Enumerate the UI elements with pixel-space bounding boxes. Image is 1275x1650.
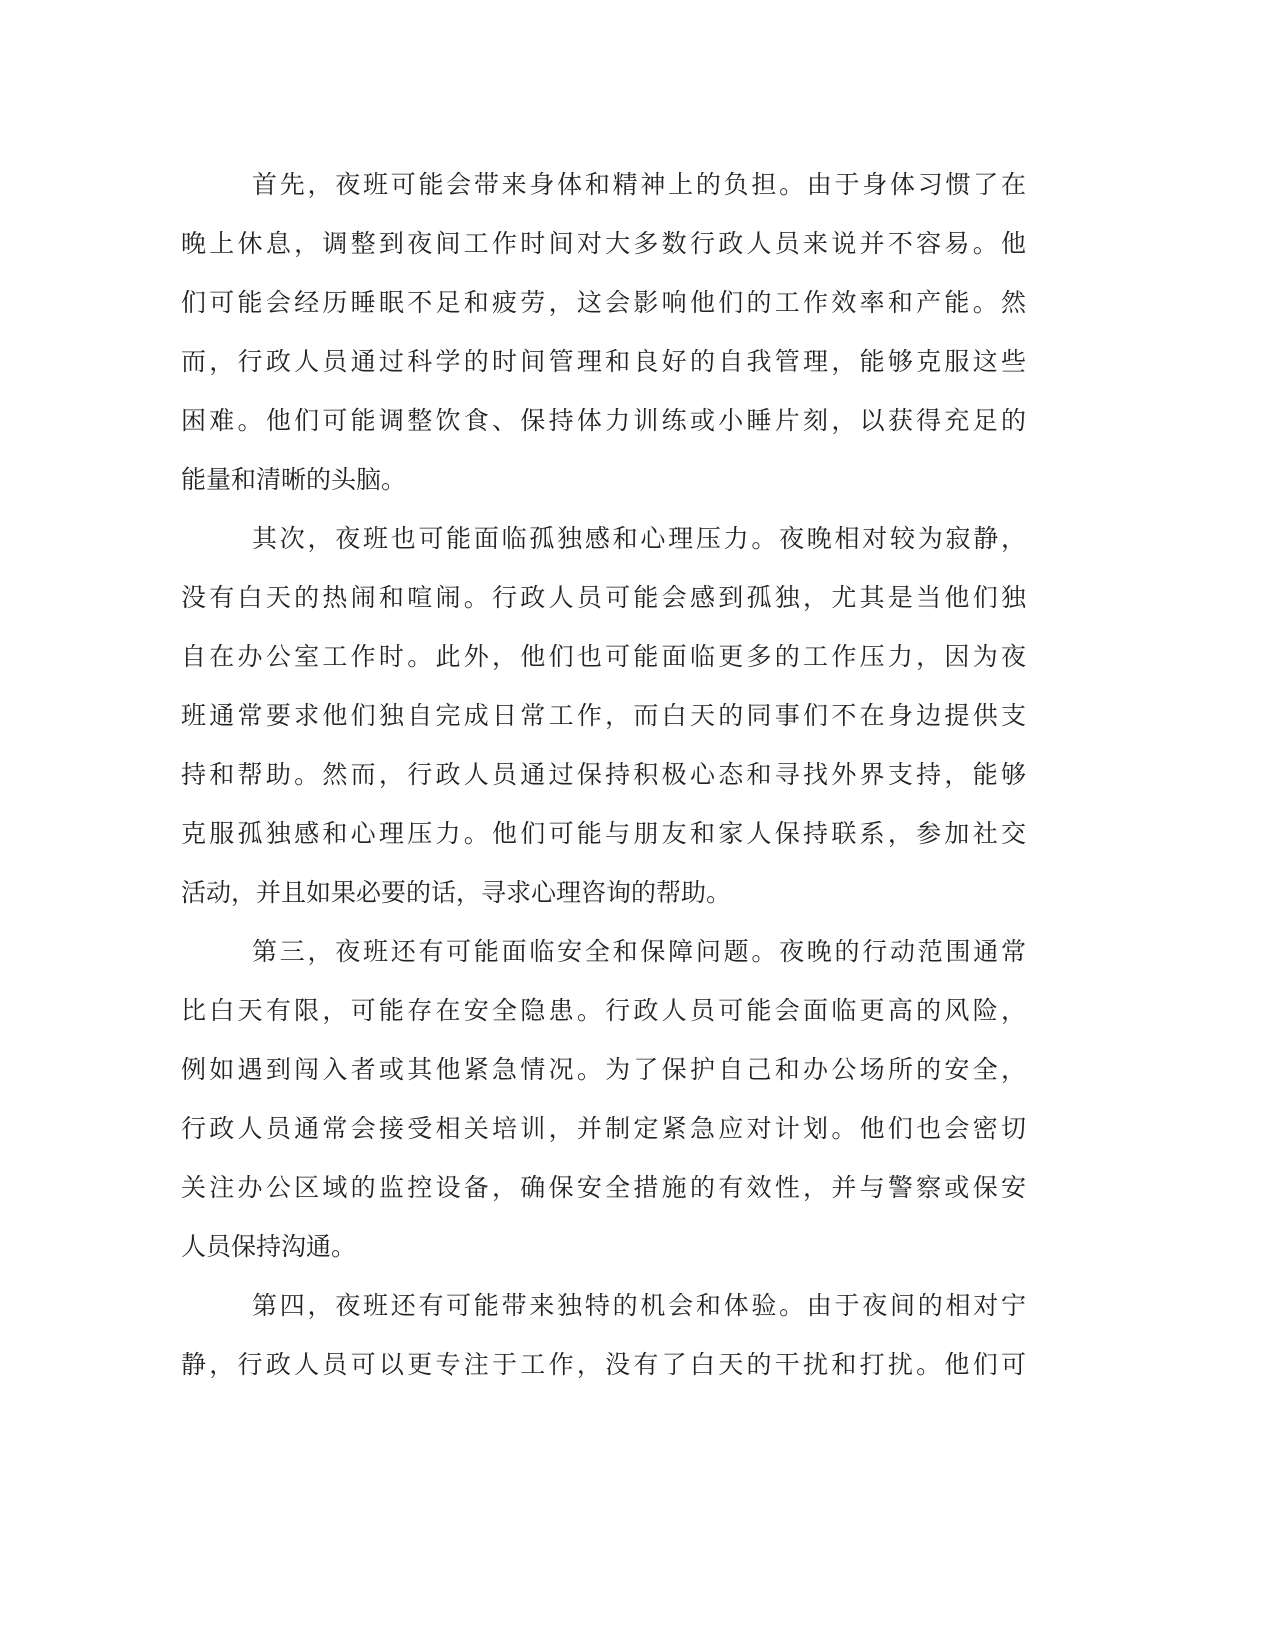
text-line: 其次，夜班也可能面临孤独感和心理压力。夜晚相对较为寂静， [252, 524, 1026, 553]
text-line: 比白天有限，可能存在安全隐患。行政人员可能会面临更高的风险， [181, 996, 1026, 1025]
document-page [181, 155, 1026, 1394]
text-line: 人员保持沟通。 [181, 1232, 357, 1261]
paragraph-second [181, 509, 1026, 922]
text-line: 首先，夜班可能会带来身体和精神上的负担。由于身体习惯了在 [252, 170, 1026, 199]
text-line: 晚上休息，调整到夜间工作时间对大多数行政人员来说并不容易。他 [181, 229, 1026, 258]
text-line: 克服孤独感和心理压力。他们可能与朋友和家人保持联系，参加社交 [181, 819, 1026, 848]
text-line: 自在办公室工作时。此外，他们也可能面临更多的工作压力，因为夜 [181, 642, 1026, 671]
text-line: 持和帮助。然而，行政人员通过保持积极心态和寻找外界支持，能够 [181, 760, 1026, 789]
text-line: 困难。他们可能调整饮食、保持体力训练或小睡片刻，以获得充足的 [181, 406, 1026, 435]
text-line: 们可能会经历睡眠不足和疲劳，这会影响他们的工作效率和产能。然 [181, 288, 1026, 317]
text-line: 行政人员通常会接受相关培训，并制定紧急应对计划。他们也会密切 [181, 1114, 1026, 1143]
text-line: 第三，夜班还有可能面临安全和保障问题。夜晚的行动范围通常 [252, 937, 1026, 966]
text-line: 能量和清晰的头脑。 [181, 465, 407, 494]
text-line: 活动，并且如果必要的话，寻求心理咨询的帮助。 [181, 878, 732, 907]
paragraph-third [181, 922, 1026, 1276]
text-line: 没有白天的热闹和喧闹。行政人员可能会感到孤独，尤其是当他们独 [181, 583, 1026, 612]
text-line: 关注办公区域的监控设备，确保安全措施的有效性，并与警察或保安 [181, 1173, 1026, 1202]
text-line: 班通常要求他们独自完成日常工作，而白天的同事们不在身边提供支 [181, 701, 1026, 730]
text-line: 静，行政人员可以更专注于工作，没有了白天的干扰和打扰。他们可 [181, 1350, 1026, 1379]
text-line: 例如遇到闯入者或其他紧急情况。为了保护自己和办公场所的安全， [181, 1055, 1026, 1084]
paragraph-fourth [181, 1276, 1026, 1394]
text-line: 而，行政人员通过科学的时间管理和良好的自我管理，能够克服这些 [181, 347, 1026, 376]
paragraph-first [181, 155, 1026, 509]
text-line: 第四，夜班还有可能带来独特的机会和体验。由于夜间的相对宁 [252, 1291, 1026, 1320]
